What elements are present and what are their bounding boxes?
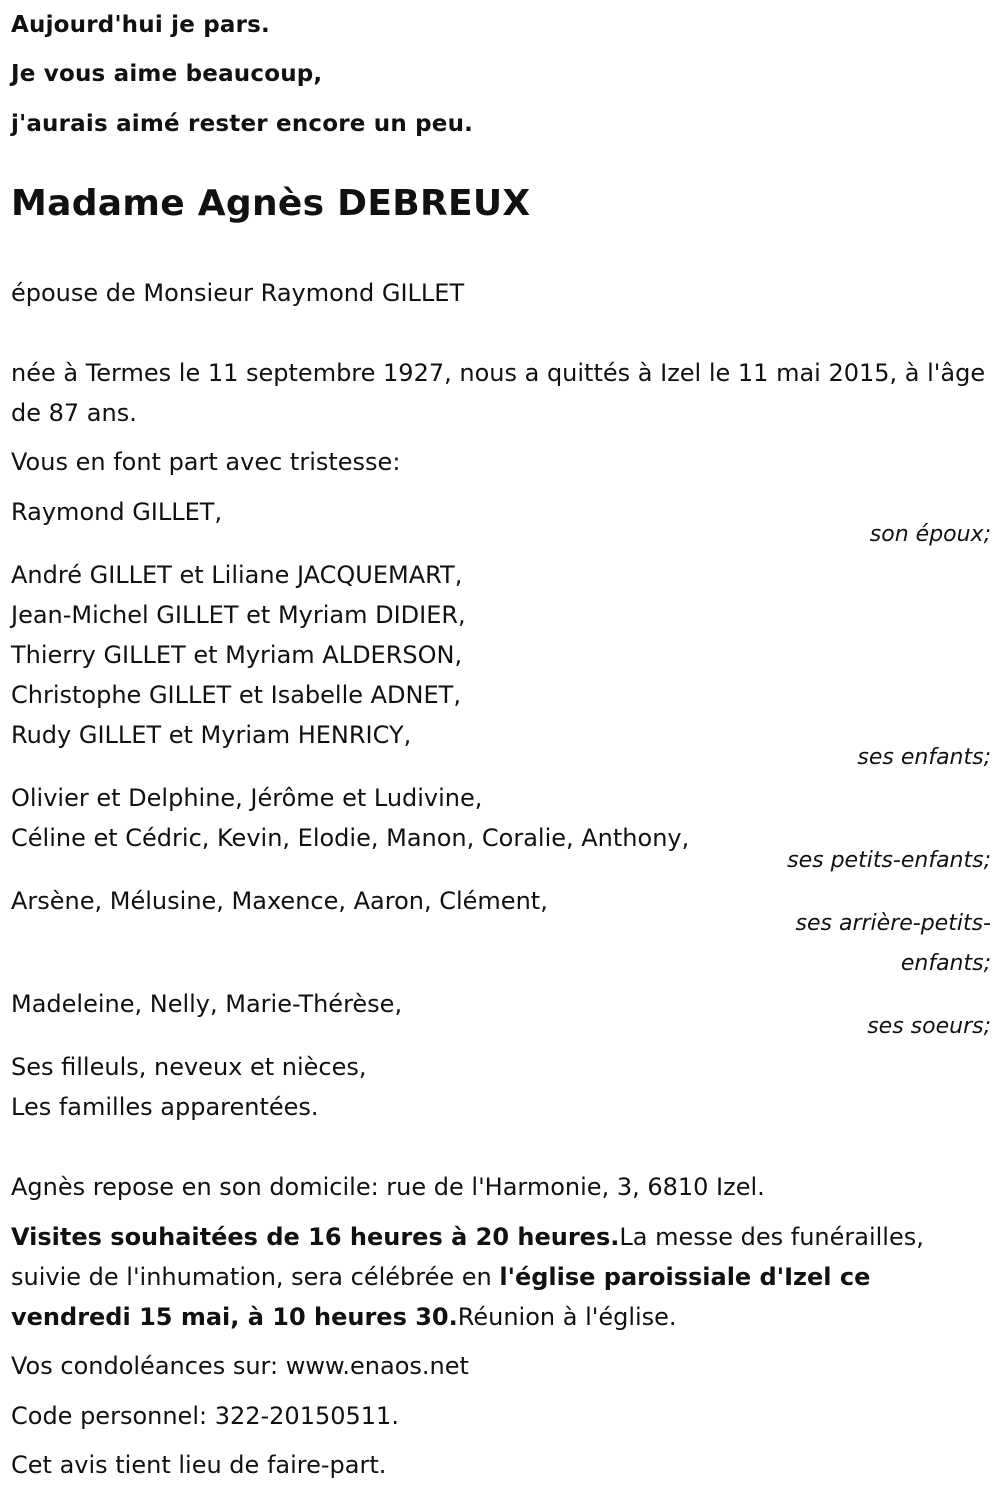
child-3: Thierry GILLET et Myriam ALDERSON, bbox=[11, 641, 463, 669]
child-5: Rudy GILLET et Myriam HENRICY, bbox=[11, 721, 412, 749]
deceased-name: Madame Agnès DEBREUX bbox=[11, 183, 531, 224]
children-role: ses enfants; bbox=[857, 745, 991, 770]
poem-line-2: Je vous aime beaucoup, bbox=[11, 61, 323, 87]
closing-text: Cet avis tient lieu de faire-part. bbox=[11, 1451, 387, 1479]
rest-place: Agnès repose en son domicile: rue de l'Harmonie, 3, 6810 Izel. bbox=[11, 1173, 765, 1201]
grandchildren-role: ses petits-enfants; bbox=[787, 848, 991, 873]
birth-death-text: née à Termes le 11 septembre 1927, nous a quittés à Izel le 11 mai 2015, à l'âge de 87 ans. bbox=[11, 359, 986, 427]
church-bold: l'église paroissiale d'Izel ce vendredi 15 mai, à 10 heures 30. bbox=[11, 1263, 871, 1331]
grandchild-2: Céline et Cédric, Kevin, Elodie, Manon, Coralie, Anthony, bbox=[11, 824, 690, 852]
mass-text: La messe des funérailles, suivie de l'inhumation, sera célébrée en bbox=[11, 1223, 924, 1291]
condolences-text: Vos condoléances sur: www.enaos.net bbox=[11, 1352, 469, 1380]
great-grandchildren-role-2: enfants; bbox=[900, 951, 991, 976]
sisters-role: ses soeurs; bbox=[867, 1014, 991, 1039]
announce-text: Vous en font part avec tristesse: bbox=[11, 448, 401, 476]
great-grandchildren-role-1: ses arrière-petits- bbox=[795, 911, 991, 936]
child-1: André GILLET et Liliane JACQUEMART, bbox=[11, 561, 463, 589]
poem-line-1: Aujourd'hui je pars. bbox=[11, 12, 270, 38]
great-grandchild-1: Arsène, Mélusine, Maxence, Aaron, Clément, bbox=[11, 887, 548, 915]
others-1: Ses filleuls, neveux et nièces, bbox=[11, 1053, 367, 1081]
child-4: Christophe GILLET et Isabelle ADNET, bbox=[11, 681, 461, 709]
ceremony-text bbox=[11, 1217, 986, 1337]
poem-line-3: j'aurais aimé rester encore un peu. bbox=[11, 111, 474, 137]
spouse-role: son époux; bbox=[869, 522, 991, 547]
others-2: Les familles apparentées. bbox=[11, 1093, 319, 1121]
visits-bold: Visites souhaitées de 16 heures à 20 heures. bbox=[11, 1223, 620, 1251]
reunion-text: Réunion à l'église. bbox=[457, 1303, 677, 1331]
spouse-name: Raymond GILLET, bbox=[11, 498, 223, 526]
spouse-line: épouse de Monsieur Raymond GILLET bbox=[11, 279, 465, 307]
personal-code: Code personnel: 322-20150511. bbox=[11, 1402, 399, 1430]
child-2: Jean-Michel GILLET et Myriam DIDIER, bbox=[11, 601, 466, 629]
sister-1: Madeleine, Nelly, Marie-Thérèse, bbox=[11, 990, 403, 1018]
grandchild-1: Olivier et Delphine, Jérôme et Ludivine, bbox=[11, 784, 483, 812]
